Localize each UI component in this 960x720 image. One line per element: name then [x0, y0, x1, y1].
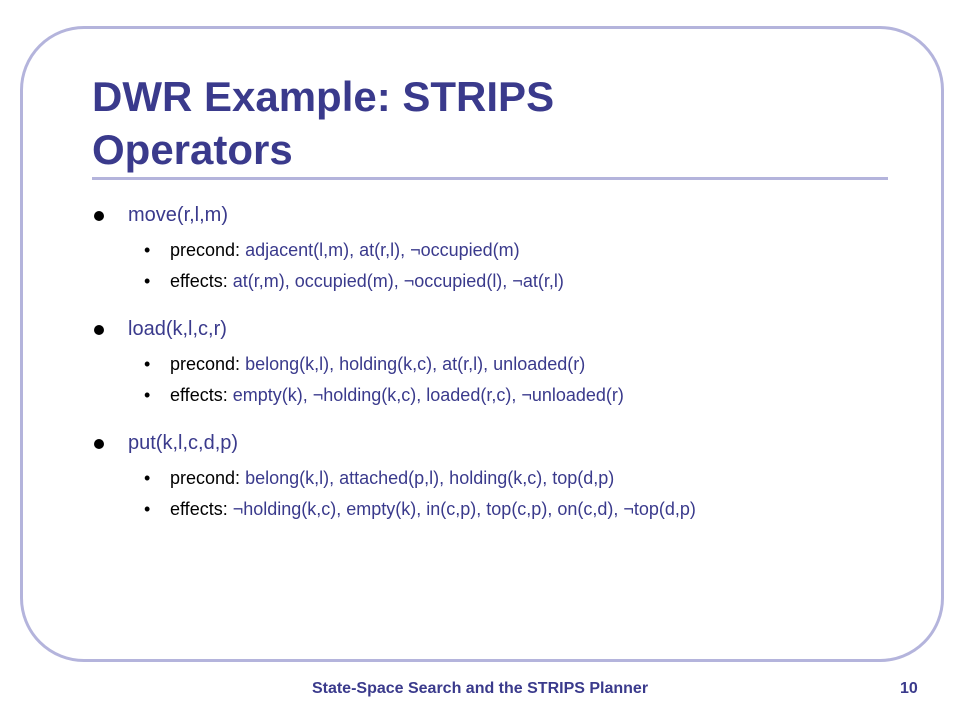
- precond-line: [92, 239, 892, 261]
- sub-bullet-icon: •: [144, 468, 151, 488]
- effects-label: effects:: [170, 385, 228, 405]
- title-line-1: DWR Example: STRIPS: [92, 73, 555, 120]
- operator-list: [92, 200, 892, 542]
- precond-label: precond:: [170, 354, 241, 374]
- precond-text: belong(k,l), holding(k,c), at(r,l), unloaded(r): [245, 354, 586, 374]
- page-number: 10: [900, 680, 918, 697]
- slide-footer: State-Space Search and the STRIPS Planner: [311, 680, 649, 697]
- sub-bullet-icon: •: [144, 499, 151, 519]
- bullet-icon: [94, 211, 104, 221]
- precond-text: adjacent(l,m), at(r,l), ¬occupied(m): [245, 240, 520, 260]
- effects-text: ¬holding(k,c), empty(k), in(c,p), top(c,p), on(c,d), ¬top(d,p): [232, 499, 696, 519]
- sub-bullet-icon: •: [144, 385, 151, 405]
- slide-title: [92, 70, 852, 176]
- precond-line: [92, 353, 892, 375]
- effects-label: effects:: [170, 271, 228, 291]
- effects-line: [92, 384, 892, 406]
- precond-line: [92, 467, 892, 489]
- effects-label: effects:: [170, 499, 228, 519]
- operator-move: [92, 200, 892, 292]
- precond-text: belong(k,l), attached(p,l), holding(k,c), top(d,p): [245, 468, 615, 488]
- bullet-icon: [94, 325, 104, 335]
- sub-bullet-icon: •: [144, 354, 151, 374]
- precond-label: precond:: [170, 240, 241, 260]
- bullet-icon: [94, 439, 104, 449]
- sub-bullet-icon: •: [144, 240, 151, 260]
- operator-load: [92, 314, 892, 406]
- effects-line: [92, 498, 892, 520]
- operator-name: move(r,l,m): [128, 204, 228, 226]
- title-line-2: Operators: [92, 126, 293, 173]
- title-divider: [92, 177, 888, 180]
- operator-name: load(k,l,c,r): [128, 318, 227, 340]
- operator-put: [92, 428, 892, 520]
- sub-bullet-icon: •: [144, 271, 151, 291]
- effects-text: empty(k), ¬holding(k,c), loaded(r,c), ¬unloaded(r): [232, 385, 624, 405]
- precond-label: precond:: [170, 468, 241, 488]
- effects-line: [92, 270, 892, 292]
- effects-text: at(r,m), occupied(m), ¬occupied(l), ¬at(r,l): [232, 271, 564, 291]
- operator-name: put(k,l,c,d,p): [128, 432, 239, 454]
